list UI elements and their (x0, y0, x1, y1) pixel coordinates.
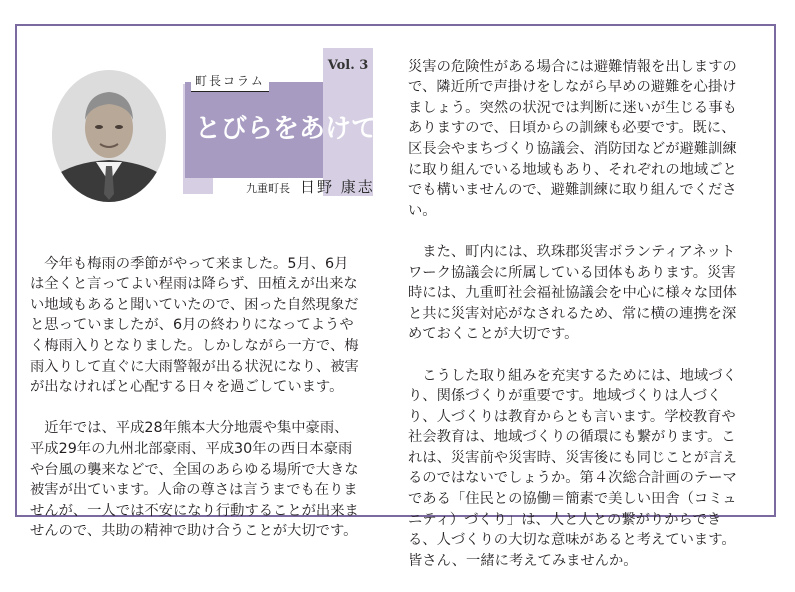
paragraph: また、町内には、玖珠郡災害ボランティアネット ワーク協議会に所属している団体もあります。災害 時には、九重町社会福祉協議会を中心に様々な団体 と共に災害対応がなされるため、常に横の連携を深 めておくことが大切です。 (408, 243, 737, 343)
paragraph: 災害の危険性がある場合には避難情報を出しますの で、隣近所で声掛けをしながら早めの避難を心掛け ましょう。突然の状況では判断に迷いが生じる事も ありますので、日頃からの訓練も必要です。既に、 区長会やまちづくり協議会、消防団などが避難訓練 に取り組んでいる地域もあり、それぞれの地域ごと でも構いませんので、避難訓練に取り組んでください。 (408, 58, 737, 219)
column-label: 町長コラム (191, 72, 269, 92)
author-name: 日野 康志 (300, 178, 375, 196)
volume-number: Vol. 3 (327, 58, 369, 73)
paragraph: 今年も梅雨の季節がやって来ました。5月、6月 は全くと言ってよい程雨は降らず、田植えが出来な い地域もあると聞いていたので、困った自然現象だ と思っていましたが、6月の終わりになってようや く梅雨入りとなりました。しかしながら一方で、梅 雨入りして直ぐに大雨警報が出る状況になり、被害 が出なければと心配する日々を過ごしています。 (30, 255, 359, 396)
column-title: とびらをあけて (195, 114, 378, 144)
text-column-left (30, 233, 386, 563)
paragraph: 近年では、平成28年熊本大分地震や集中豪雨、 平成29年の九州北部豪雨、平成30年の西日本豪雨 や台風の襲来などで、全国のあらゆる場所で大きな 被害が出ています。人命の尊さは言うまでも在りま せんが、一人では不安になり行動することが出来ま せんので、共助の精神で助け合うことが大切です。 (30, 420, 359, 540)
portrait-photo (52, 70, 166, 202)
text-column-right (408, 36, 760, 592)
author-role: 九重町長 (246, 182, 290, 195)
paragraph: こうした取り組みを充実するためには、地域づく り、関係づくりが重要です。地域づくりは人づく り、人づくりは教育からとも言います。学校教育や 社会教育は、地域づくりの循環にも繋がります。こ れは、災害前や災害時、災害後にも同じことが言え るのではないでしょうか。第４次総合計画のテーマ である「住民との協働＝簡素で美しい田舎（コミュ ニティ）づくり」は、人と人との繋がりからでき る、人づくりの大切な意味があると考えています。 皆さん、一緒に考えてみませんか。 (408, 367, 737, 569)
author-byline (246, 176, 375, 197)
mayor-portrait (52, 70, 166, 202)
